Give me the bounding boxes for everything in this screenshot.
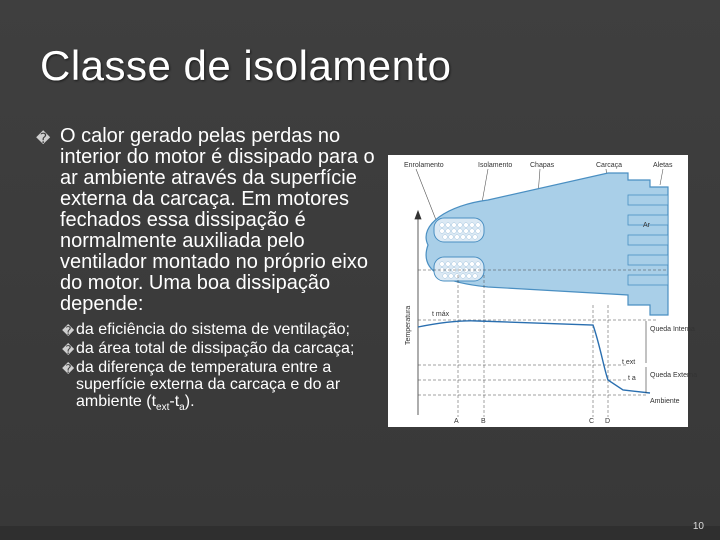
slide-title: Classe de isolamento	[40, 42, 452, 89]
label-aletas: Aletas	[653, 162, 673, 169]
label-ta: t a	[628, 375, 636, 382]
diagram-svg	[388, 155, 698, 427]
bullet-icon: �	[36, 130, 51, 146]
bullet-icon: �	[62, 343, 75, 357]
label-queda-interna: Queda Interna	[650, 326, 695, 333]
sub-bullet-text: da eficiência do sistema de ventilação;	[76, 321, 350, 338]
label-enrolamento: Enrolamento	[404, 162, 444, 169]
label-chapas: Chapas	[530, 162, 555, 169]
bullet-icon: �	[62, 362, 75, 376]
motor-heat-diagram	[388, 155, 698, 427]
sub-bullet-text: da área total de dissipação da carcaça;	[76, 340, 355, 357]
main-bullet	[36, 126, 376, 315]
label-b: B	[481, 418, 486, 425]
page-number: 10	[692, 521, 704, 532]
label-queda-externa: Queda Externa	[650, 372, 698, 379]
sub-bullet	[62, 340, 376, 357]
sub-bullet-list	[62, 321, 376, 416]
bullet-list	[36, 126, 376, 418]
sub-bullet	[62, 359, 376, 416]
bullet-icon: �	[62, 324, 75, 338]
label-carcaca: Carcaça	[596, 162, 623, 169]
temperature-curve	[418, 321, 650, 393]
label-text: t ext	[622, 359, 636, 366]
footer-bar	[0, 526, 720, 540]
label-tmax: t máx	[432, 311, 450, 318]
label-a: A	[454, 418, 459, 425]
label-ambiente: Ambiente	[650, 398, 680, 405]
sub-bullet	[62, 321, 376, 338]
sub-bullet-text: da diferença de temperatura entre a superfície externa da carcaça e do ar ambiente $(t_{ext}-t_a)$.	[76, 359, 341, 414]
label-isolamento: Isolamento	[478, 162, 513, 169]
label-c: C	[589, 418, 595, 425]
label-ar: Ar	[643, 222, 650, 229]
main-bullet-text: O calor gerado pelas perdas no interior do motor é dissipado para o ar ambiente através da superfície externa da carcaça. Em motores fechados essa dissipação é normalmente auxiliada pelo ventilador montado no próprio eixo do motor. Uma boa dissipação depende:	[60, 125, 375, 315]
label-temperatura: Temperatura	[405, 305, 412, 345]
label-d: D	[605, 418, 611, 425]
